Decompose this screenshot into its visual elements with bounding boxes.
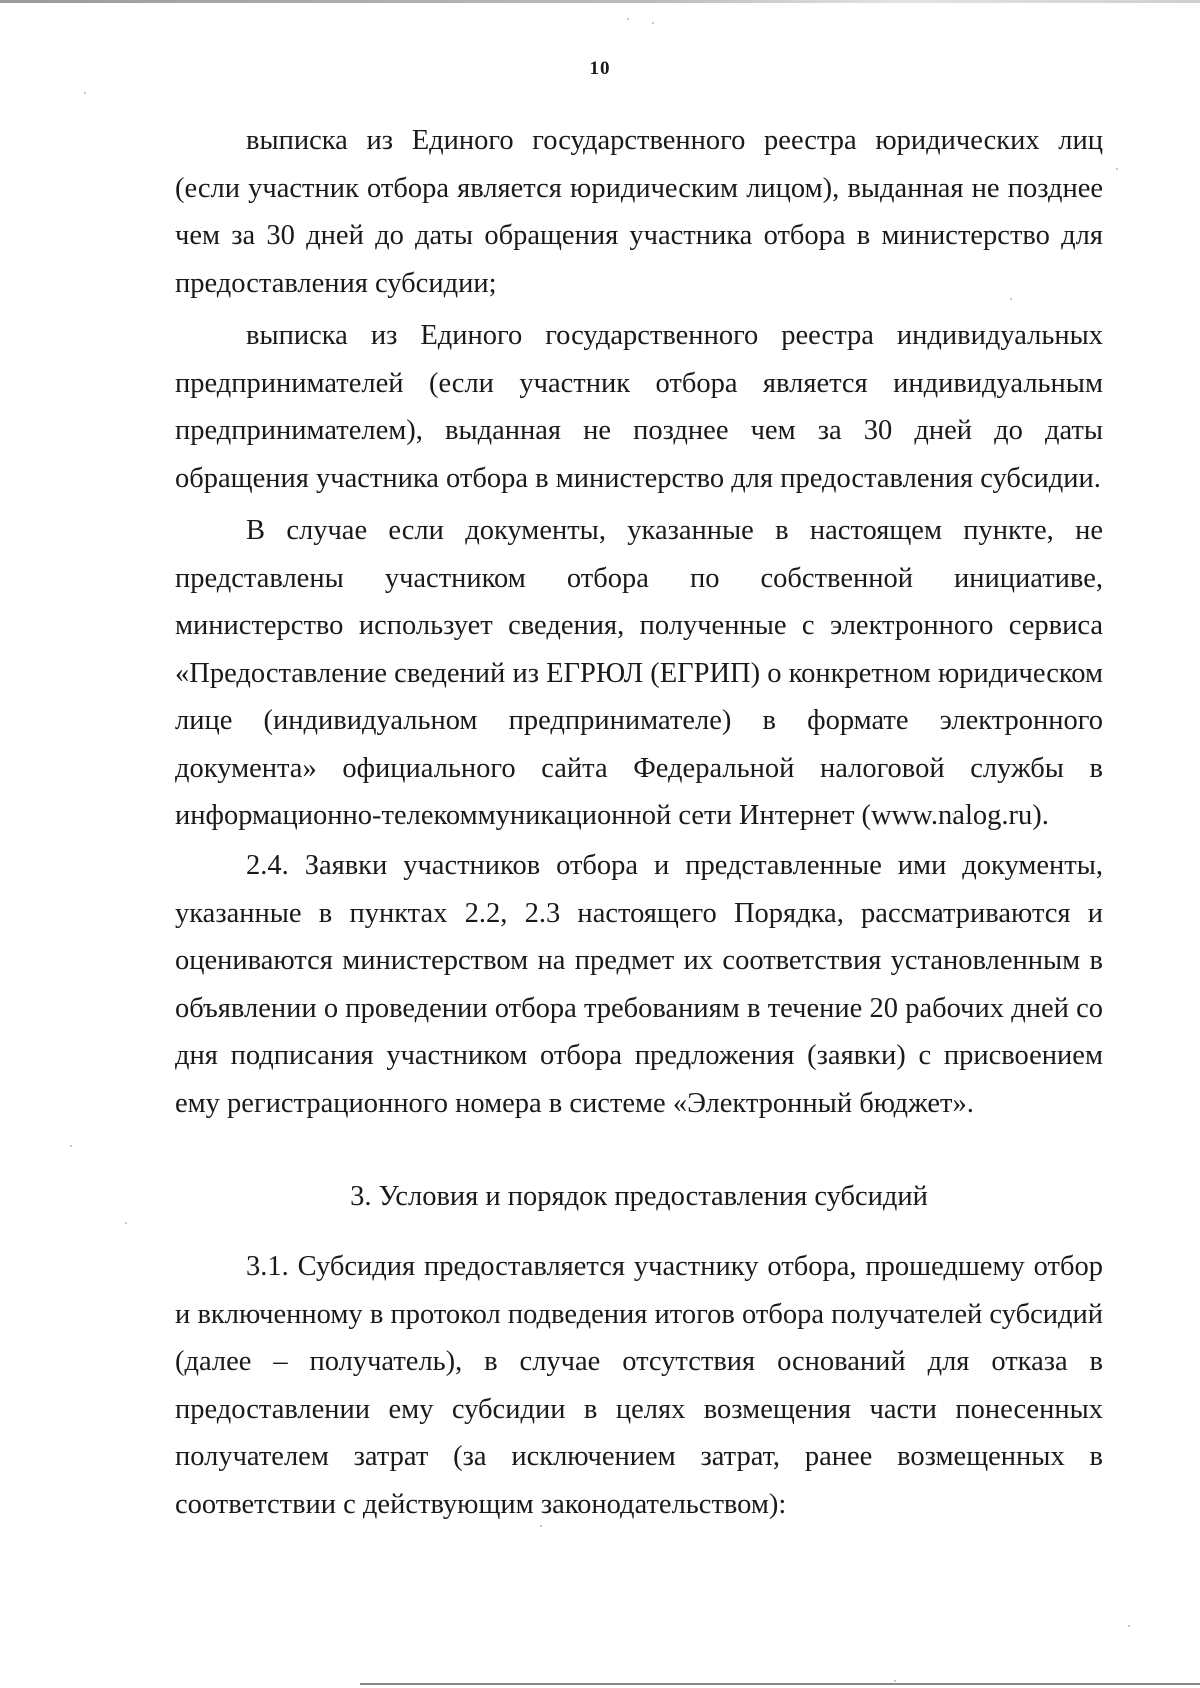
scan-top-edge xyxy=(0,0,1200,3)
scan-speck xyxy=(652,22,654,24)
scan-speck xyxy=(1116,168,1118,170)
scan-speck xyxy=(84,92,86,94)
page-number: 10 xyxy=(589,58,611,79)
scan-speck xyxy=(627,18,629,20)
scan-speck xyxy=(1128,1625,1130,1627)
paragraph-3-1: 3.1. Субсидия предоставляется участнику отбора, прошедшему отбор и включенному в протокол подведения итогов отбора получателей субсидий (далее – получатель), в случае отсутствия оснований для отказа в предоставлении ему субсидии в целях возмещения части понесенных получателем затрат (за исключением затрат, ранее возмещенных в соответствии с действующим законодательством): xyxy=(175,1251,1103,1520)
scan-speck xyxy=(894,1680,896,1682)
paragraph-2-4: 2.4. Заявки участников отбора и представленные ими документы, указанные в пунктах 2.2, 2.3 настоящего Порядка, рассматриваются и оцениваются министерством на предмет их соответствия установленным в объявлении о проведении отбора требованиям в течение 20 рабочих дней со дня подписания участником отбора предложения (заявки) с присвоением ему регистрационного номера в системе «Электронный бюджет». xyxy=(175,850,1103,1119)
section-heading: 3. Условия и порядок предоставления субсидий xyxy=(350,1181,928,1212)
paragraph-fns-service: В случае если документы, указанные в настоящем пункте, не представлены участником отбора по собственной инициативе, министерство использует сведения, полученные с электронного сервиса «Предоставление сведений из ЕГРЮЛ (ЕГРИП) о конкретном юридическом лице (индивидуальном предпринимателе) в формате электронного документа» официального сайта Федеральной налоговой службы в информационно-телекоммуникационной сети Интернет (www.nalog.ru). xyxy=(175,515,1103,831)
scan-speck xyxy=(70,1145,72,1147)
paragraph-egrul-extract: выписка из Единого государственного реестра юридических лиц (если участник отбора является юридическим лицом), выданная не позднее чем за 30 дней до даты обращения участника отбора в министерство для предоставления субсидии; xyxy=(175,125,1103,299)
paragraph-egrip-extract: выписка из Единого государственного реестра индивидуальных предпринимателей (если участник отбора является индивидуальным предпринимателем), выданная не позднее чем за 30 дней до даты обращения участника отбора в министерство для предоставления субсидии. xyxy=(175,320,1103,494)
scan-bottom-edge xyxy=(360,1683,1200,1685)
scan-speck xyxy=(125,1222,127,1224)
